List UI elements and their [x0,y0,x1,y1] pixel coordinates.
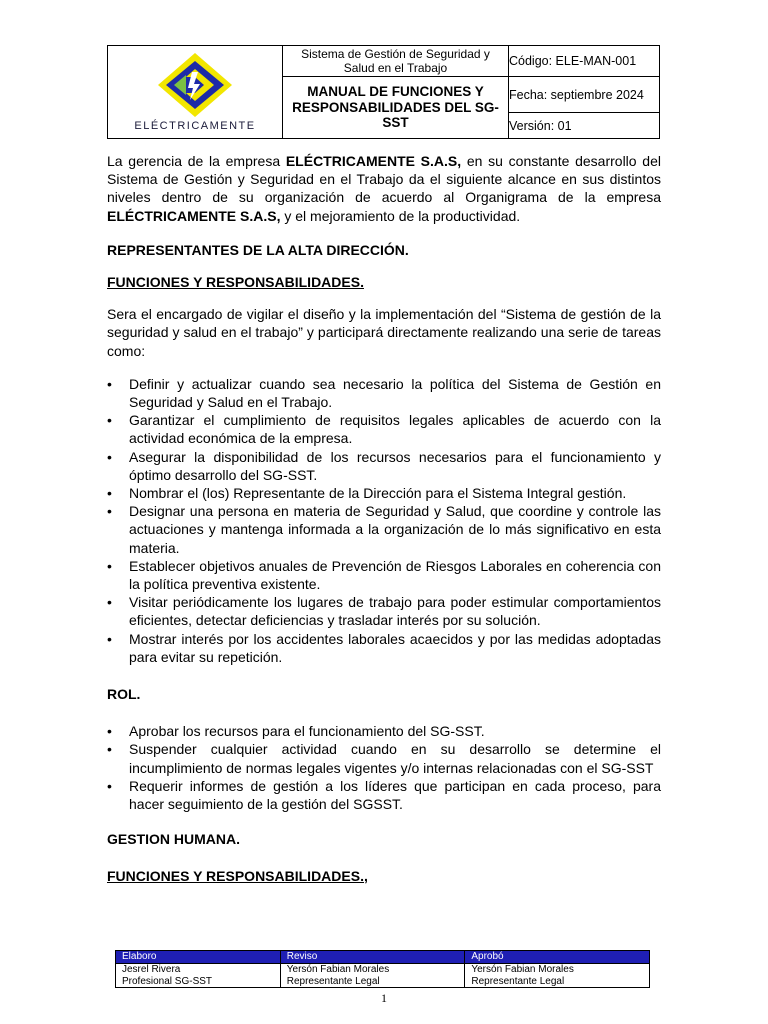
list-item: • Visitar periódicamente los lugares de trabajo para poder estimular comportamientos eficientes, detectar deficiencias y trasladar interés por su solución. [107,593,661,629]
signer-cell [116,964,281,988]
company-name-1: ELÉCTRICAMENTE S.A.S, [285,153,462,169]
signer-name: Yersón Fabian Morales [286,964,390,975]
page-number: 1 [381,991,387,1005]
intro-text-3: y el mejoramiento de la productividad. [280,207,521,224]
heading-gestion-humana: GESTION HUMANA. [107,831,240,848]
list-item: • Requerir informes de gestión a los líderes que participan en cada proceso, para hacer seguimiento de la gestión del SGSST. [107,777,661,813]
list-item: • Asegurar la disponibilidad de los recursos necesarios para el funcionamiento y óptimo desarrollo del SG-SST. [107,448,661,484]
version-cell [509,113,660,139]
signer-role: Representante Legal [471,975,565,987]
logo-text: ELÉCTRICAMENTE [134,120,256,132]
rol-list [107,722,661,813]
heading-funciones-1: FUNCIONES Y RESPONSABILIDADES. [107,274,364,291]
list-item: • Designar una persona en materia de Seguridad y Salud, que coordine y controle las actuaciones y mantenga informada a la organización de lo más significativo en esta materia. [107,502,661,557]
logo-cell [108,46,283,139]
electricamente-logo-icon [156,52,234,118]
header-elaboro: Elaboro [116,951,281,964]
signer-cell [280,964,465,988]
list-item: • Establecer objetivos anuales de Prevención de Riesgos Laborales en coherencia con la política preventiva existente. [107,557,661,593]
list-item: • Nombrar el (los) Representante de la Dirección para el Sistema Integral gestión. [107,484,661,502]
document-version: Versión: 01 [509,118,572,133]
signer-role: Profesional SG-SST [122,975,213,987]
date-cell [509,77,660,113]
funciones-list [107,375,661,666]
header-reviso: Reviso [280,951,465,964]
heading-alta-direccion: REPRESENTANTES DE LA ALTA DIRECCIÓN. [107,241,409,258]
heading-rol: ROL. [107,686,141,703]
system-name-cell [283,46,509,77]
intro-paragraph [107,152,661,225]
signer-role: Representante Legal [286,975,380,987]
document-code: Código: ELE-MAN-001 [509,54,637,68]
signer-cell [465,964,650,988]
funciones-paragraph: Sera el encargado de vigilar el diseño y la implementación del “Sistema de gestión de la seguridad y salud en el trabajo” y participará directamente realizando una serie de tareas como: [107,306,661,359]
manual-title-cell [283,77,509,139]
code-cell [509,46,660,77]
signer-name: Yersón Fabian Morales [471,964,574,975]
document-header [107,45,660,139]
signer-name: Jesrel Rivera [122,964,181,975]
manual-title: MANUAL DE FUNCIONES Y RESPONSABILIDADES DEL SG-SST [292,84,499,131]
document-date: Fecha: septiembre 2024 [509,87,644,102]
intro-text-2: en su constante desarrollo del Sistema de Gestión y Seguridad en el Trabajo da el siguiente alcance en sus distintos niveles dentro de su organización de acuerdo al Organigrama de la empresa [107,153,661,206]
document-body [107,152,661,885]
header-aprobo: Aprobó [465,951,650,964]
company-name-2: ELÉCTRICAMENTE S.A.S, [107,207,281,224]
signature-table [115,950,650,988]
system-name: Sistema de Gestión de Seguridad y Salud en el Trabajo [301,47,490,75]
list-item: • Suspender cualquier actividad cuando en su desarrollo se determine el incumplimiento de normas legales vigentes y/o internas relacionadas con el SG-SST [107,740,661,776]
heading-funciones-2: FUNCIONES Y RESPONSABILIDADES., [107,867,368,884]
intro-text-1: La gerencia de la empresa [107,153,286,169]
list-item: • Garantizar el cumplimiento de requisitos legales aplicables de acuerdo con la actividad económica de la empresa. [107,411,661,447]
list-item: • Definir y actualizar cuando sea necesario la política del Sistema de Gestión en Seguridad y Salud en el Trabajo. [107,375,661,411]
list-item: • Aprobar los recursos para el funcionamiento del SG-SST. [107,722,661,740]
list-item: • Mostrar interés por los accidentes laborales acaecidos y por las medidas adoptadas para evitar su repetición. [107,630,661,666]
